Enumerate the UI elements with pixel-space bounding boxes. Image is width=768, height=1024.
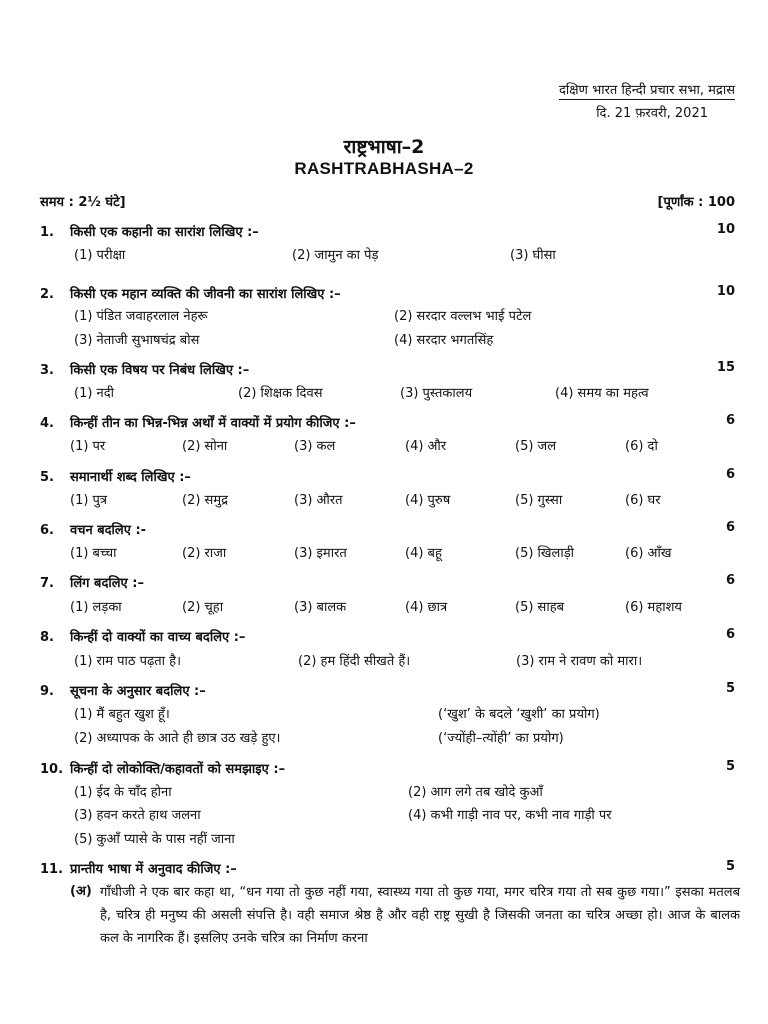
question-text: किन्हीं दो लोकोक्ति/कहावतों को समझाइए :– <box>70 762 286 777</box>
question-number: 6. <box>40 523 54 538</box>
option-item: (6) घर <box>625 493 661 508</box>
option-item: (2) सोना <box>182 439 228 454</box>
question-number: 7. <box>40 576 54 591</box>
option-item: (2) आग लगे तब खोदे कुआँ <box>408 785 543 800</box>
option-item: (3) राम ने रावण को मारा। <box>516 654 643 669</box>
question-heading <box>40 573 144 591</box>
option-item: (2) अध्यापक के आते ही छात्र उठ खड़े हुए। <box>74 731 281 746</box>
option-item: (1) पुत्र <box>70 493 108 508</box>
option-item: (1) पंडित जवाहरलाल नेहरू <box>74 309 208 324</box>
question-heading <box>40 222 259 240</box>
option-item: (4) सरदार भगतसिंह <box>394 333 494 348</box>
option-item: (4) पुरुष <box>405 493 451 508</box>
question-heading <box>40 467 191 485</box>
option-item: (2) राजा <box>182 546 227 561</box>
question-text: सूचना के अनुसार बदलिए :– <box>70 684 206 699</box>
question-number: 2. <box>40 287 54 302</box>
question-marks: 5 <box>725 859 735 874</box>
question-marks: 10 <box>716 222 735 237</box>
option-item: (2) शिक्षक दिवस <box>238 386 323 401</box>
question-heading <box>40 759 285 777</box>
option-item: (4) छात्र <box>405 600 448 615</box>
question-number: 8. <box>40 630 54 645</box>
option-item: (5) जल <box>515 439 557 454</box>
paper-title-hindi: राष्ट्रभाषा–2 <box>343 136 425 158</box>
option-item: (1) नदी <box>74 386 115 401</box>
option-item: (5) खिलाड़ी <box>515 546 575 561</box>
sub-question-label: (अ) <box>70 884 92 899</box>
option-item: (2) जामुन का पेड़ <box>292 248 379 263</box>
question-text: किसी एक विषय पर निबंध लिखिए :– <box>70 363 250 378</box>
question-text: प्रान्तीय भाषा में अनुवाद कीजिए :– <box>70 862 237 877</box>
question-text: समानार्थी शब्द लिखिए :– <box>70 470 191 485</box>
question-text: वचन बदलिए :- <box>70 523 147 538</box>
option-item: (5) साहब <box>515 600 565 615</box>
question-number: 3. <box>40 363 54 378</box>
option-item: (2) समुद्र <box>182 493 229 508</box>
exam-duration: समय : 2½ घंटे] <box>40 195 126 210</box>
question-heading <box>40 627 245 645</box>
exam-date: दि. 21 फ़रवरी, 2021 <box>596 106 708 121</box>
question-text: लिंग बदलिए :– <box>70 576 144 591</box>
option-item: (4) कभी गाड़ी नाव पर, कभी नाव गाड़ी पर <box>408 808 612 823</box>
question-marks: 6 <box>725 520 735 535</box>
question-text: किन्हीं दो वाक्यों का वाच्य बदलिए :– <box>70 630 246 645</box>
organization-name: दक्षिण भारत हिन्दी प्रचार सभा, मद्रास <box>559 80 735 100</box>
paper-title-english: RASHTRABHASHA–2 <box>294 159 474 178</box>
question-marks: 6 <box>725 627 735 642</box>
question-number: 9. <box>40 684 54 699</box>
option-item: (3) औरत <box>294 493 343 508</box>
option-item: (1) राम पाठ पढ़ता है। <box>74 654 182 669</box>
option-item: (2) चूहा <box>182 600 224 615</box>
question-heading <box>40 284 341 302</box>
question-heading <box>40 520 146 538</box>
question-heading <box>40 681 206 699</box>
option-item: (4) समय का महत्व <box>555 386 649 401</box>
option-item: (3) हवन करते हाथ जलना <box>74 808 201 823</box>
question-heading <box>40 360 249 378</box>
option-item: (3) पुस्तकालय <box>400 386 473 401</box>
question-marks: 6 <box>725 573 735 588</box>
option-item: (3) बालक <box>294 600 347 615</box>
question-number: 4. <box>40 416 54 431</box>
question-number: 11. <box>40 862 64 877</box>
option-item: (1) मैं बहुत खुश हूँ। <box>74 707 170 722</box>
option-item: (3) कल <box>294 439 336 454</box>
option-item: (2) सरदार वल्लभ भाई पटेल <box>394 309 532 324</box>
question-heading <box>40 413 356 431</box>
question-number: 5. <box>40 470 54 485</box>
option-item: (6) दो <box>625 439 658 454</box>
option-item: (6) महाशय <box>625 600 682 615</box>
option-item: (5) कुआँ प्यासे के पास नहीं जाना <box>74 832 235 847</box>
option-item: (4) और <box>405 439 447 454</box>
question-marks: 10 <box>716 284 735 299</box>
option-item: (2) हम हिंदी सीखते हैं। <box>298 654 411 669</box>
question-number: 1. <box>40 225 54 240</box>
option-item: (1) लड़का <box>70 600 122 615</box>
question-marks: 5 <box>725 759 735 774</box>
option-item: (4) बहू <box>405 546 442 561</box>
question-marks: 6 <box>725 413 735 428</box>
question-heading <box>40 859 237 877</box>
question-text: किसी एक महान व्यक्ति की जीवनी का सारांश लिखिए :– <box>70 287 341 302</box>
option-item: (3) घीसा <box>510 248 556 263</box>
option-item: (1) ईद के चाँद होना <box>74 785 172 800</box>
question-marks: 6 <box>725 467 735 482</box>
option-item: (3) इमारत <box>294 546 347 561</box>
question-text: किन्हीं तीन का भिन्न-भिन्न अर्थों में वाक्यों में प्रयोग कीजिए :– <box>70 416 356 431</box>
option-item: (5) गुस्सा <box>515 493 563 508</box>
question-number: 10. <box>40 762 64 777</box>
total-marks: [पूर्णांक : 100 <box>657 195 735 210</box>
option-item: (1) परीक्षा <box>74 248 126 263</box>
option-instruction: (‘खुश’ के बदले ‘खुशी’ का प्रयोग) <box>438 707 600 722</box>
question-text: किसी एक कहानी का सारांश लिखिए :– <box>70 225 259 240</box>
option-item: (1) पर <box>70 439 106 454</box>
translation-paragraph: गाँधीजी ने एक बार कहा था, “धन गया तो कुछ नहीं गया, स्वास्थ्य गया तो कुछ गया, मगर चरित्र गया तो सब कुछ गया।” इसका मतलब है, चरित्र ही मनुष्य की असली संपत्ति है। वही समाज श्रेष्ठ है और वही राष्ट्र सुखी है जिसकी जनता का चरित्र अच्छा हो। आज के बालक कल के नागरिक हैं। इसलिए उनके चरित्र का निर्माण करना <box>100 885 740 946</box>
option-item: (1) बच्चा <box>70 546 117 561</box>
option-instruction: (‘ज्योंही–त्योंही’ का प्रयोग) <box>438 731 564 746</box>
question-marks: 15 <box>716 360 735 375</box>
option-item: (3) नेताजी सुभाषचंद्र बोस <box>74 333 200 348</box>
option-item: (6) आँख <box>625 546 672 561</box>
question-marks: 5 <box>725 681 735 696</box>
